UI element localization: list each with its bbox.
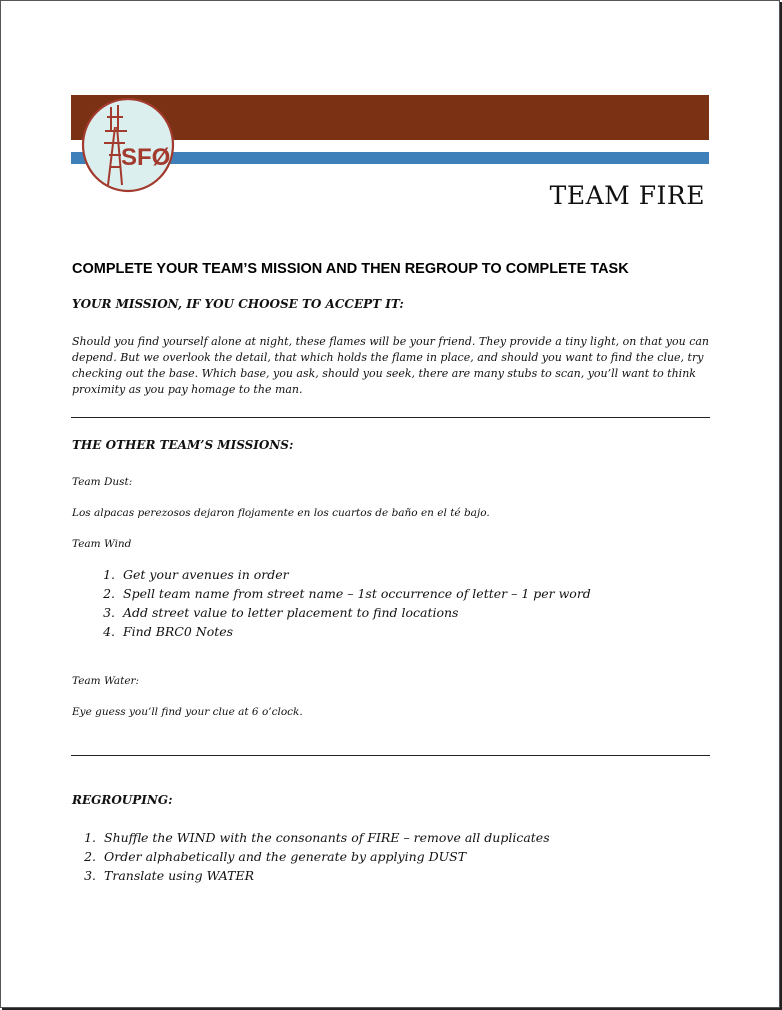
divider-2 bbox=[71, 755, 710, 756]
logo-text: SFØ bbox=[121, 144, 171, 171]
regrouping-heading: REGROUPING: bbox=[72, 793, 173, 807]
sfo-logo bbox=[81, 97, 175, 193]
main-heading: COMPLETE YOUR TEAM’S MISSION AND THEN REGROUP TO COMPLETE TASK bbox=[72, 261, 629, 277]
list-item: 4. Find BRC0 Notes bbox=[119, 622, 591, 641]
team-water-label: Team Water: bbox=[72, 675, 140, 687]
list-item: 1. Get your avenues in order bbox=[119, 565, 591, 584]
list-item: 1. Shuffle the WIND with the consonants of FIRE – remove all duplicates bbox=[100, 828, 550, 847]
divider-1 bbox=[71, 417, 710, 418]
mission-heading: YOUR MISSION, IF YOU CHOOSE TO ACCEPT IT: bbox=[72, 297, 404, 311]
other-missions-heading: THE OTHER TEAM’S MISSIONS: bbox=[72, 438, 294, 452]
list-item: 2. Spell team name from street name – 1st occurrence of letter – 1 per word bbox=[119, 584, 591, 603]
team-wind-label: Team Wind bbox=[72, 538, 132, 550]
regrouping-list bbox=[85, 828, 550, 885]
team-wind-list bbox=[95, 565, 591, 641]
list-item: 3. Add street value to letter placement to find locations bbox=[119, 603, 591, 622]
team-dust-text: Los alpacas perezosos dejaron flojamente en los cuartos de baño en el té bajo. bbox=[72, 507, 490, 519]
team-water-text: Eye guess you’ll find your clue at 6 o’clock. bbox=[72, 706, 303, 718]
list-item: 2. Order alphabetically and the generate by applying DUST bbox=[100, 847, 550, 866]
team-title: TEAM FIRE bbox=[549, 181, 705, 210]
list-item: 3. Translate using WATER bbox=[100, 866, 550, 885]
team-dust-label: Team Dust: bbox=[72, 476, 133, 488]
mission-text: Should you find yourself alone at night, these flames will be your friend. They provide a tiny light, on that you can depend. But we overlook the detail, that which holds the flame in place, and should you want to find the clue, try checking out the base. Which base, you ask, should you seek, there are many stubs to scan, you’ll want to think proximity as you pay homage to the man. bbox=[72, 335, 710, 396]
